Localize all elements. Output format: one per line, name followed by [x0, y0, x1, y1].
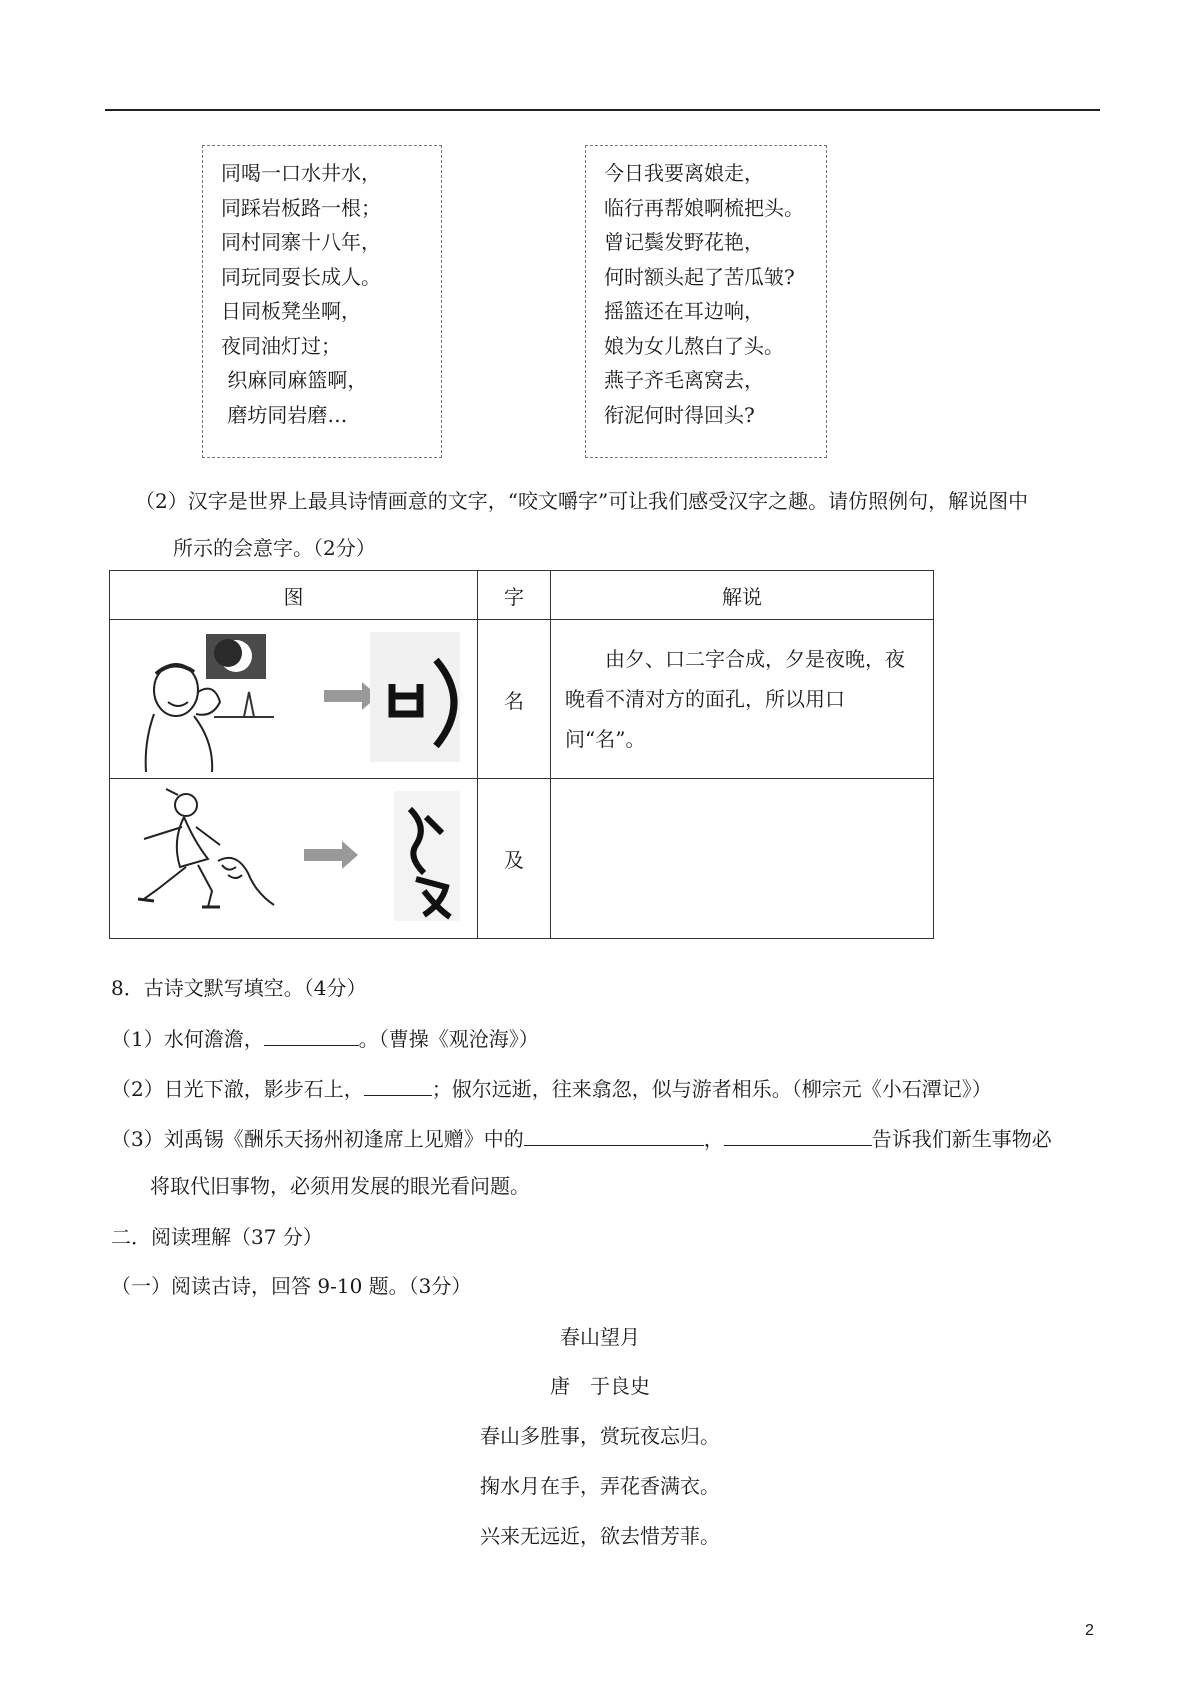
page-number: 2 — [1085, 1622, 1094, 1639]
q8-item1-blank[interactable] — [264, 1023, 359, 1046]
question-8-title: 8．古诗文默写填空。（4分） — [111, 976, 367, 1000]
ming-illustration-image — [124, 622, 464, 772]
poem-line: 磨坊同岩磨… — [221, 402, 348, 427]
section-2-sub1: （一）阅读古诗，回答 9-10 题。（3分） — [111, 1274, 472, 1298]
q8-item1-post: 。（曹操《观沧海》） — [358, 1027, 539, 1051]
poem-line: 日同板凳坐啊， — [221, 299, 361, 323]
q8-item2-blank[interactable] — [364, 1073, 432, 1096]
character-table — [109, 570, 934, 939]
table-header-char: 字 — [478, 571, 551, 620]
table-header-explain: 解说 — [551, 571, 934, 620]
q8-item3-mid: ， — [703, 1127, 724, 1151]
question-8-item3 — [111, 1123, 1052, 1153]
section-2-title: 二．阅读理解（37 分） — [111, 1225, 323, 1249]
poem-line: 临行再帮娘啊梳把头。 — [604, 195, 804, 220]
illustration-ming — [110, 620, 478, 779]
question-8-item2 — [111, 1073, 992, 1103]
poem-line: 曾记鬓发野花艳， — [604, 230, 764, 254]
poem-line: 今日我要离娘走， — [604, 161, 764, 185]
poem-title: 春山望月 — [560, 1325, 640, 1349]
poem-line: 燕子齐毛离窝去， — [604, 368, 764, 392]
poem-line-2: 掬水月在手，弄花香满衣。 — [480, 1474, 720, 1498]
q8-item2-pre: （2）日光下澈，影步石上， — [111, 1077, 364, 1101]
question-7-2-line2: 所示的会意字。（2分） — [173, 536, 376, 560]
illustration-ji — [110, 779, 478, 939]
char-ji: 及 — [478, 779, 551, 939]
poem-line: 织麻同麻篮啊， — [221, 368, 368, 392]
poem-line: 同喝一口水井水， — [221, 161, 381, 185]
explain-ji[interactable] — [551, 779, 934, 939]
ji-illustration-image — [124, 781, 464, 931]
poem-line: 同踩岩板路一根； — [221, 195, 381, 220]
header-rule — [105, 109, 1100, 111]
poem-line-1: 春山多胜事，赏玩夜忘归。 — [480, 1424, 720, 1448]
poem-line: 夜同油灯过； — [221, 333, 341, 358]
explain-ming-text: 由夕、口二字合成，夕是夜晚，夜晚看不清对方的面孔，所以用口问“名”。 — [565, 647, 905, 751]
poem-line: 同村同寨十八年， — [221, 230, 381, 254]
table-header-image: 图 — [110, 571, 478, 620]
poem-line: 摇篮还在耳边响， — [604, 299, 764, 323]
q8-item1-pre: （1）水何澹澹， — [111, 1027, 264, 1051]
q8-item3-blank2[interactable] — [724, 1123, 872, 1146]
explain-ming — [551, 620, 934, 779]
poem-line-3: 兴来无远近，欲去惜芳菲。 — [480, 1524, 720, 1548]
question-7-2-line1: （2）汉字是世界上最具诗情画意的文字，“咬文嚼字”可让我们感受汉字之趣。请仿照例句，解说图中 — [135, 489, 1029, 513]
q8-item3-pre: （3）刘禹锡《酬乐天扬州初逢席上见赠》中的 — [111, 1127, 524, 1151]
poem-line: 娘为女儿熬白了头。 — [604, 333, 784, 358]
q8-item2-post: ；俶尔远逝，往来翕忽，似与游者相乐。（柳宗元《小石潭记》） — [431, 1077, 992, 1101]
question-8-item1 — [111, 1023, 539, 1053]
poem-line: 衔泥何时得回头? — [604, 402, 755, 427]
poem-author: 唐 于良史 — [550, 1374, 650, 1398]
char-ming: 名 — [478, 620, 551, 779]
question-8-item3-line2: 将取代旧事物，必须用发展的眼光看问题。 — [150, 1174, 530, 1198]
poem-box-left — [202, 145, 442, 458]
q8-item3-post: 告诉我们新生事物必 — [871, 1127, 1052, 1151]
poem-box-right — [585, 145, 827, 458]
q8-item3-blank1[interactable] — [524, 1123, 704, 1146]
poem-line: 何时额头起了苦瓜皱? — [604, 264, 795, 289]
poem-line: 同玩同耍长成人。 — [221, 264, 381, 289]
